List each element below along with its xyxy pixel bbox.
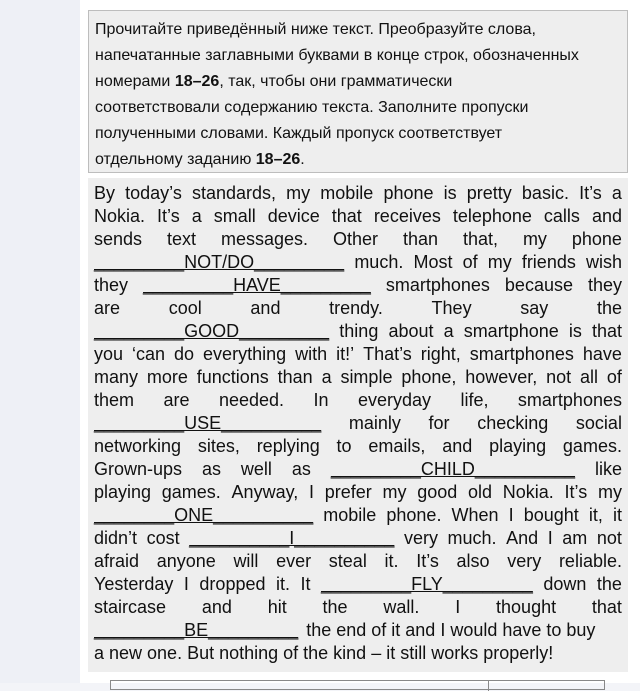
instruction-line <box>95 69 621 95</box>
task-dash: – <box>192 73 202 90</box>
word: everyday <box>357 390 431 410</box>
word: well <box>240 459 272 479</box>
word: smartphones <box>469 344 574 364</box>
gap-20-good: _________GOOD_________ <box>94 321 330 341</box>
word: hit <box>267 597 287 617</box>
word: the <box>596 574 622 594</box>
word: my <box>382 482 407 502</box>
word: and <box>250 298 281 318</box>
line-text: the end of it and I would have to buy <box>306 620 596 640</box>
passage-line <box>94 366 622 389</box>
word: much. <box>447 528 497 548</box>
word: very <box>507 551 542 571</box>
instruction-text: отдельному заданию <box>95 151 256 168</box>
word: playing <box>489 436 547 456</box>
word: replying <box>256 436 320 456</box>
word: needed. <box>218 390 285 410</box>
word: friends <box>521 252 576 272</box>
gap-24-i: __________I__________ <box>189 528 395 548</box>
instruction-line: напечатанные заглавными буквами в конце строк, обозначенных <box>95 47 579 64</box>
instruction-text: , так, чтобы они грамматически <box>219 73 453 90</box>
word: sites, <box>197 436 240 456</box>
word: prefer <box>324 482 372 502</box>
word: And <box>506 528 539 548</box>
word: ever <box>276 551 312 571</box>
task-number: 26 <box>282 151 301 168</box>
word: basic. <box>521 183 569 203</box>
word: life, <box>460 390 489 410</box>
word: old <box>468 482 493 502</box>
word: By <box>94 183 116 203</box>
word: device <box>267 206 320 226</box>
word: do <box>174 344 195 364</box>
word: games. <box>562 436 622 456</box>
word: wish <box>585 252 622 272</box>
word: receives <box>373 206 441 226</box>
passage-line <box>94 573 622 596</box>
word: sends <box>94 229 143 249</box>
word: not <box>546 367 572 387</box>
word: afraid <box>94 551 140 571</box>
word: am <box>562 528 588 548</box>
passage-line <box>94 550 622 573</box>
word: it. <box>384 551 399 571</box>
word: and <box>201 597 232 617</box>
passage-line <box>94 297 622 320</box>
word: about <box>388 321 434 341</box>
gap-21-use: _________USE__________ <box>94 413 322 433</box>
word: smartphones <box>517 390 622 410</box>
word: games. <box>161 482 221 502</box>
word: that <box>331 206 362 226</box>
passage-line <box>94 343 622 366</box>
word: is <box>568 321 582 341</box>
word: a <box>321 367 332 387</box>
instruction-line: соответствовали содержанию текста. Заполните пропуски <box>95 99 529 116</box>
word: dropped <box>199 574 266 594</box>
word: Yesterday <box>94 574 174 594</box>
passage-line <box>94 389 622 412</box>
word: It’s <box>416 551 439 571</box>
word: telephone <box>452 206 532 226</box>
passage-line <box>94 527 622 550</box>
passage-line <box>94 228 622 251</box>
word: It <box>300 574 311 594</box>
word: networking <box>94 436 182 456</box>
passage-line: a new one. But nothing of the kind – it still works properly! <box>94 643 554 663</box>
word: are <box>163 390 190 410</box>
word: cool <box>168 298 202 318</box>
word: mobile <box>320 183 374 203</box>
word: and <box>442 436 473 456</box>
word: not <box>596 528 622 548</box>
word: phone, <box>401 367 457 387</box>
word: all <box>580 367 599 387</box>
passage-line <box>94 435 622 458</box>
task-instruction-box <box>88 10 628 173</box>
word: simple <box>340 367 393 387</box>
passage-line <box>94 412 622 435</box>
word: to <box>336 436 352 456</box>
passage-line <box>94 596 622 619</box>
word: it. <box>275 574 290 594</box>
word: today’s <box>125 183 182 203</box>
word: of <box>462 252 478 272</box>
word: functions <box>196 367 269 387</box>
word: my <box>487 252 512 272</box>
word: will <box>233 551 259 571</box>
word: however, <box>465 367 538 387</box>
word: When <box>451 505 499 525</box>
instruction-line: полученными словами. Каждый пропуск соответствует <box>95 125 503 142</box>
word: my <box>522 229 547 249</box>
word: I <box>455 597 461 617</box>
word: I <box>547 528 553 548</box>
word: much. <box>354 252 404 272</box>
word: they <box>94 275 129 295</box>
task-number: 18 <box>174 73 193 90</box>
passage-line <box>94 274 622 297</box>
word: than <box>277 367 313 387</box>
passage-line <box>94 458 622 481</box>
word: as <box>201 459 221 479</box>
word: bought <box>523 505 579 525</box>
word: text <box>167 229 197 249</box>
word: good <box>417 482 458 502</box>
gap-25-fly: _________FLY_________ <box>321 574 533 594</box>
word: thought <box>496 597 557 617</box>
passage-line <box>94 182 622 205</box>
word: the <box>596 298 622 318</box>
word: my <box>597 482 622 502</box>
word: say <box>520 298 549 318</box>
instruction-line <box>95 147 621 173</box>
word: a <box>611 183 622 203</box>
word: pretty <box>466 183 512 203</box>
word: phone <box>383 183 434 203</box>
word: you <box>94 344 124 364</box>
word: calls <box>543 206 580 226</box>
word: wall. <box>383 597 420 617</box>
word: thing <box>339 321 379 341</box>
gap-19-have: _________HAVE_________ <box>143 275 371 295</box>
word: They <box>431 298 472 318</box>
word: Nokia. <box>94 206 146 226</box>
word: reliable. <box>558 551 622 571</box>
word: messages. <box>220 229 309 249</box>
word: it!’ <box>336 344 355 364</box>
word: that, <box>462 229 498 249</box>
word: down <box>543 574 587 594</box>
word: like <box>594 459 622 479</box>
word: of <box>606 367 622 387</box>
word: steal <box>328 551 367 571</box>
word: phone. <box>386 505 442 525</box>
word: playing <box>94 482 152 502</box>
word: emails, <box>368 436 426 456</box>
passage-line <box>94 205 622 228</box>
word: It’s <box>579 183 602 203</box>
word: standards, <box>191 183 277 203</box>
word: is <box>443 183 457 203</box>
word: it <box>612 505 622 525</box>
word: and <box>591 206 622 226</box>
word: have <box>582 344 622 364</box>
reading-passage <box>88 178 628 672</box>
word: for <box>428 413 450 433</box>
word: everything <box>203 344 287 364</box>
passage-line <box>94 251 622 274</box>
instruction-line: Прочитайте приведённый ниже текст. Преобразуйте слова, <box>95 21 536 38</box>
word: smartphones <box>385 275 490 295</box>
word: It’s <box>157 206 180 226</box>
word: them <box>94 390 135 410</box>
gap-26-be: _________BE_________ <box>94 620 299 640</box>
word: smartphone <box>463 321 559 341</box>
word: trendy. <box>329 298 383 318</box>
passage-line <box>94 481 622 504</box>
word: also <box>456 551 490 571</box>
word: because <box>504 275 573 295</box>
word: very <box>403 528 438 548</box>
word: right, <box>420 344 461 364</box>
task-number: 18 <box>255 151 274 168</box>
gap-18-not-do: _________NOT/DO_________ <box>94 252 345 272</box>
word: many <box>94 367 139 387</box>
word: In <box>313 390 329 410</box>
word: That’s <box>363 344 412 364</box>
passage-line <box>94 320 622 343</box>
word: small <box>213 206 256 226</box>
passage-line <box>94 619 622 642</box>
word: social <box>575 413 622 433</box>
word: that <box>591 321 622 341</box>
gap-23-one: ________ONE__________ <box>94 505 314 525</box>
word: my <box>286 183 311 203</box>
word: anyone <box>156 551 216 571</box>
word: they <box>587 275 622 295</box>
word: Anyway, <box>231 482 299 502</box>
word: I <box>183 574 189 594</box>
word: more <box>146 367 188 387</box>
answer-table-top <box>110 680 605 690</box>
word: It’s <box>564 482 588 502</box>
word: phone <box>571 229 622 249</box>
word: a <box>191 206 202 226</box>
word: Most <box>413 252 453 272</box>
word: Other <box>332 229 378 249</box>
word: mobile <box>323 505 377 525</box>
word: I <box>508 505 514 525</box>
passage-line <box>94 504 622 527</box>
instruction-text: номерами <box>95 73 175 90</box>
word: with <box>295 344 328 364</box>
word: a <box>443 321 454 341</box>
word: as <box>291 459 311 479</box>
word: Grown-ups <box>94 459 183 479</box>
word: didn’t <box>94 528 138 548</box>
word: the <box>322 597 348 617</box>
word: mainly <box>348 413 401 433</box>
word: that <box>591 597 622 617</box>
gap-22-child: _________CHILD__________ <box>330 459 576 479</box>
word: I <box>308 482 314 502</box>
word: cost <box>146 528 180 548</box>
word: it, <box>588 505 603 525</box>
word: checking <box>477 413 549 433</box>
task-number: 26 <box>201 73 220 90</box>
task-dash: – <box>273 151 283 168</box>
left-sidebar <box>0 0 81 683</box>
word: are <box>94 298 121 318</box>
word: Nokia. <box>502 482 554 502</box>
word: than <box>402 229 438 249</box>
instruction-text: . <box>300 151 305 168</box>
word: staircase <box>94 597 167 617</box>
word: ‘can <box>132 344 166 364</box>
